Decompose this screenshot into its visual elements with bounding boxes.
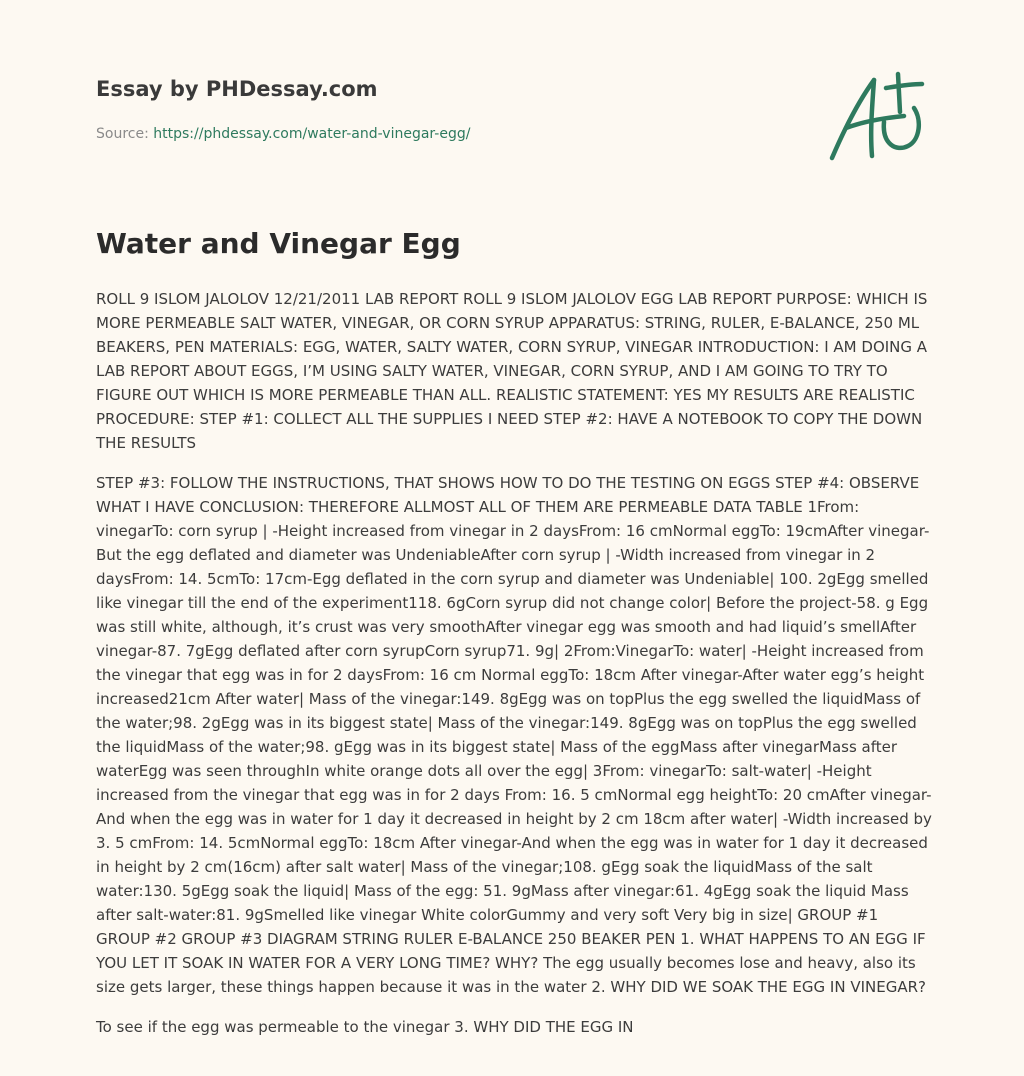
source-link[interactable]: https://phdessay.com/water-and-vinegar-egg/: [153, 126, 471, 142]
essay-title: Water and Vinegar Egg: [96, 227, 461, 260]
source-label: Source:: [96, 126, 154, 142]
essay-paragraph-3: To see if the egg was permeable to the vinegar 3. WHY DID THE EGG IN: [96, 1018, 634, 1036]
source-line: [96, 124, 470, 144]
header: [96, 74, 926, 194]
essay-paragraph-1: ROLL 9 ISLOM JALOLOV 12/21/2011 LAB REPORT ROLL 9 ISLOM JALOLOV EGG LAB REPORT PURPOSE: WHICH IS MORE PERMEABLE SALT WATER, VINEGAR, OR CORN SYRUP APPARATUS: STRING, RULER, E-BALANCE, 250 ML BEAKERS, PEN MATERIALS: EGG, WATER, SALTY WATER, CORN SYRUP, VINEGAR INTRODUCTION: I AM DOING A LAB REPORT ABOUT EGGS, I’M USING SALTY WATER, VINEGAR, CORN SYRUP, AND I AM GOING TO TRY TO FIGURE OUT WHICH IS MORE PERMEABLE THAN ALL. REALISTIC STATEMENT: YES MY RESULTS ARE REALISTIC PROCEDURE: STEP #1: COLLECT ALL THE SUPPLIES I NEED STEP #2: HAVE A NOTEBOOK TO COPY THE DOWN THE RESULTS: [96, 290, 928, 452]
essay-body: [96, 287, 932, 1055]
site-brand: Essay by PHDessay.com: [96, 77, 378, 101]
essay-paragraph-2: STEP #3: FOLLOW THE INSTRUCTIONS, THAT SHOWS HOW TO DO THE TESTING ON EGGS STEP #4: OBSERVE WHAT I HAVE CONCLUSION: THEREFORE ALLMOST ALL OF THEM ARE PERMEABLE DATA TABLE 1From: vinegarTo: corn syrup | -Height increased from vinegar in 2 daysFrom: 16 cmNormal eggTo: 19cmAfter vinegar-But the egg deflated and diameter was UndeniableAfter corn syrup | -Width increased from vinegar in 2 daysFrom: 14. 5cmTo: 17cm-Egg deflated in the corn syrup and diameter was Undeniable| 100. 2gEgg smelled like vinegar till the end of the experiment118. 6gCorn syrup did not change color| Before the project-58. g Egg was still white, although, it’s crust was very smoothAfter vinegar egg was smooth and had liquid’s smellAfter vinegar-87. 7gEgg deflated after corn syrupCorn syrup71. 9g| 2From:VinegarTo: water| -Height increased from the vinegar that egg was in for 2 daysFrom: 16 cm Normal eggTo: 18cm After vinegar-After water egg’s height increased21cm After water| Mass of the vinegar:149. 8gEgg was on topPlus the egg swelled the liquidMass of the water;98. 2gEgg was in its biggest state| Mass of the vinegar:149. 8gEgg was on topPlus the egg swelled the liquidMass of the water;98. gEgg was in its biggest state| Mass of the eggMass after vinegarMass after waterEgg was seen throughIn white orange dots all over the egg| 3From: vinegarTo: salt-water| -Height increased from the vinegar that egg was in for 2 days From: 16. 5 cmNormal egg heightTo: 20 cmAfter vinegar-And when the egg was in water for 1 day it decreased in height by 2 cm 18cm after water| -Width increased by 3. 5 cmFrom: 14. 5cmNormal eggTo: 18cm After vinegar-And when the egg was in water for 1 day it decreased in height by 2 cm(16cm) after salt water| Mass of the vinegar;108. gEgg soak the liquidMass of the salt water:130. 5gEgg soak the liquid| Mass of the egg: 51. 9gMass after vinegar:61. 4gEgg soak the liquid Mass after salt-water:81. 9gSmelled like vinegar White colorGummy and very soft Very big in size| GROUP #1 GROUP #2 GROUP #3 DIAGRAM STRING RULER E-BALANCE 250 BEAKER PEN 1. WHAT HAPPENS TO AN EGG IF YOU LET IT SOAK IN WATER FOR A VERY LONG TIME? WHY? The egg usually becomes lose and heavy, also its size gets larger, these things happen because it was in the water 2. WHY DID WE SOAK THE EGG IN VINEGAR?: [96, 474, 932, 996]
a-plus-logo-icon: [824, 68, 928, 164]
